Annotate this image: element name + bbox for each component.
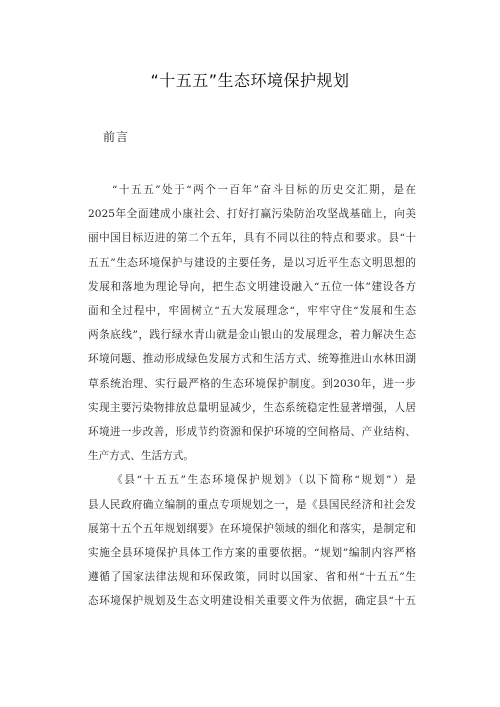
paragraph-1-line: 草系统治理、实行最严格的生态环境保护制度。到2030年，进一步 bbox=[88, 377, 416, 390]
paragraph-2-line: 态环境保护规划及生态文明建设相关重要文件为依据，确定县“十五 bbox=[88, 595, 416, 608]
paragraph-2-line: 《县“十五五”生态环境保护规划》（以下简称“规划”）是 bbox=[112, 474, 416, 487]
paragraph-2-line: 遵循了国家法律法规和环保政策，同时以国家、省和州“十五五”生 bbox=[88, 571, 416, 584]
paragraph-1-line: 2025年全面建成小康社会、打好打赢污染防治攻坚战基础上，向美 bbox=[88, 208, 416, 221]
paragraph-1-line: 两条底线”，践行绿水青山就是金山银山的发展理念，着力解决生态 bbox=[88, 329, 416, 342]
paragraph-2-line: 县人民政府确立编制的重点专项规划之一，是《县国民经济和社会发 bbox=[88, 498, 416, 511]
paragraph-1-line: 丽中国目标迈进的第二个五年，具有不同以往的特点和要求。县“十 bbox=[88, 232, 416, 245]
paragraph-1-line: 环境进一步改善，形成节约资源和保护环境的空间格局、产业结构、 bbox=[88, 426, 416, 439]
paragraph-1-line: 五五”生态环境保护与建设的主要任务，是以习近平生态文明思想的 bbox=[88, 256, 416, 269]
body-text bbox=[88, 178, 416, 614]
paragraph-2-line: 展第十五个五年规划纲要》在环境保护领域的细化和落实，是制定和 bbox=[88, 522, 416, 535]
paragraph-2-line: 实施全县环境保护具体工作方案的重要依据。“规划”编制内容严格 bbox=[88, 547, 416, 560]
paragraph-1-line: “十五五”处于“两个一百年”奋斗目标的历史交汇期，是在 bbox=[112, 184, 416, 196]
section-heading-preface: 前言 bbox=[103, 130, 130, 144]
paragraph-1-line: 实现主要污染物排放总量明显减少，生态系统稳定性显著增强，人居 bbox=[88, 401, 416, 414]
paragraph-1-line: 环境问题、推动形成绿色发展方式和生活方式、统筹推进山水林田湖 bbox=[88, 353, 416, 366]
page-title: “十五五”生态环境保护规划 bbox=[150, 71, 350, 90]
paragraph-1-line: 面和全过程中，牢固树立“五大发展理念“，牢牢守住“发展和生态 bbox=[88, 305, 416, 318]
paragraph-1-line: 生产方式、生活方式。 bbox=[88, 450, 194, 463]
paragraph-1-line: 发展和落地为理论导向，把生态文明建设融入“五位一体”建设各方 bbox=[88, 280, 416, 293]
